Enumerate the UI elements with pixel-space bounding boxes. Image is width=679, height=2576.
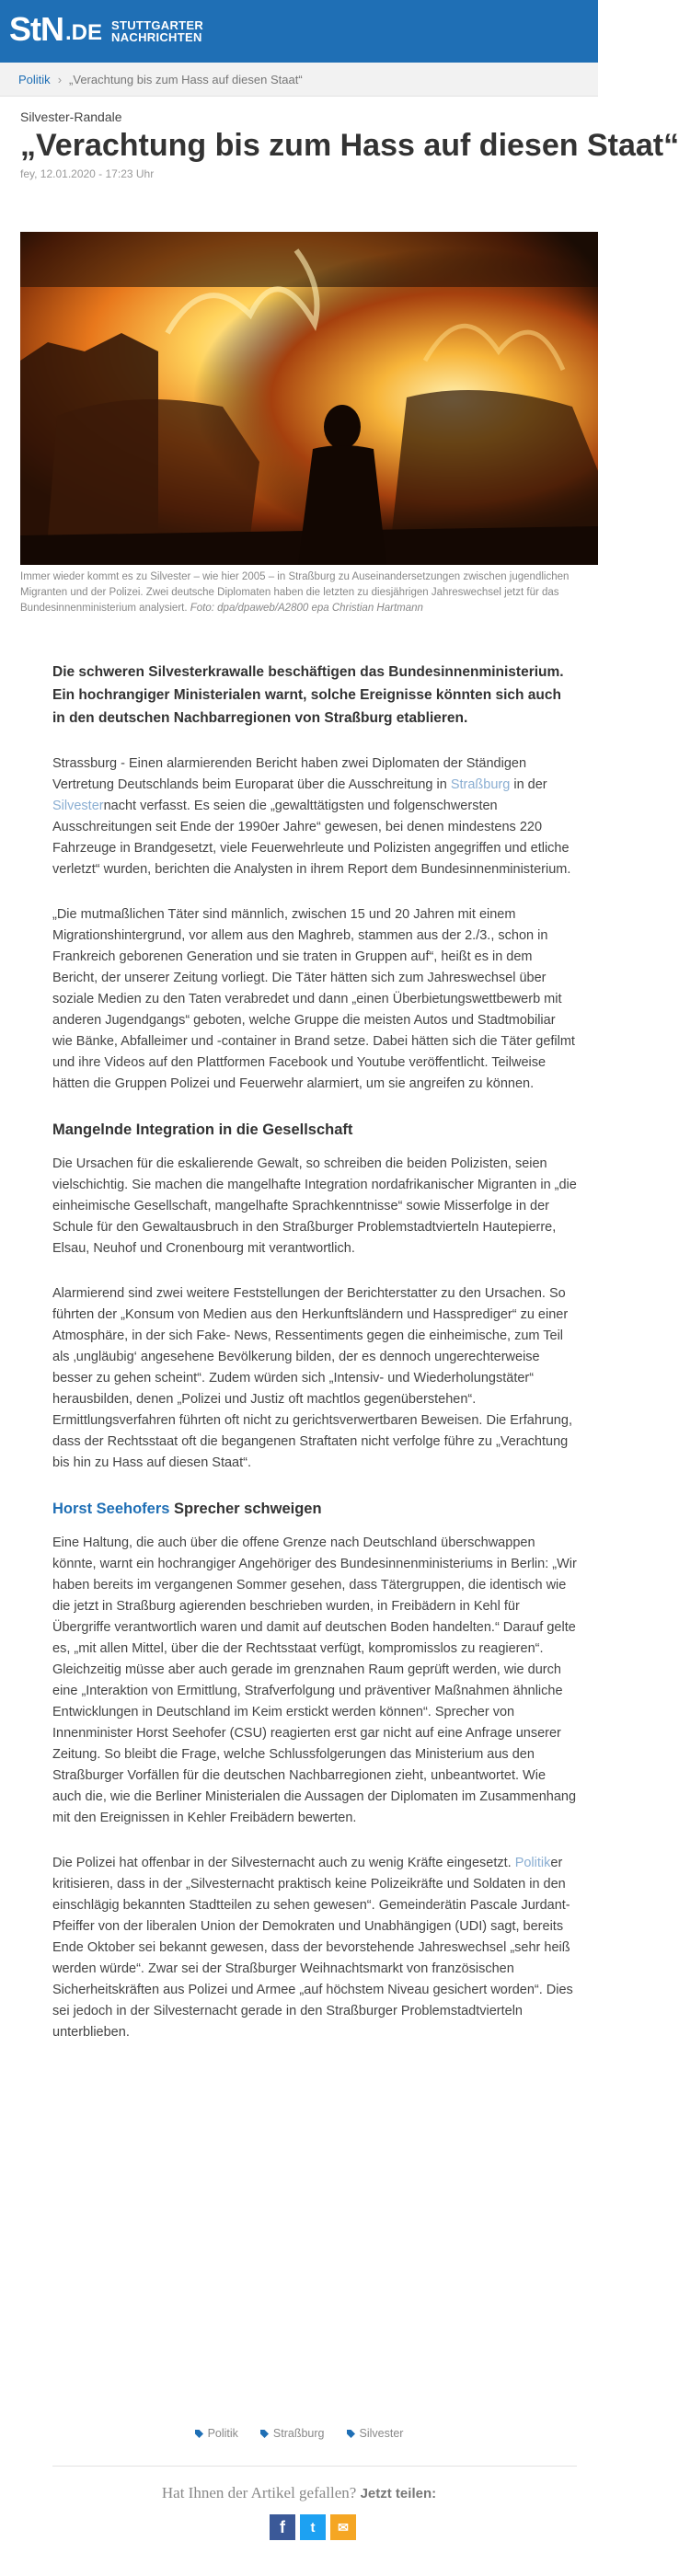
p6-text-b: er kritisieren, dass in der „Silvesternacht praktisch keine Polizeikräfte und Soldaten in den einschlägig bekannten Stadtteilen zu sehen gewesen“. Gemeinderätin Pascale Jurdant-Pfeiffer von der liberalen Union der Demokraten und Unabhängigen (UDI) sagt, bereits Ende Oktober sei bekannt gewesen, dass der bevorstehende Jahreswechsel „sehr heiß werden würde“. Zwar sei der Straßburger Weihnachtsmarkt von französischen Sicherheitskräften aus Polizei und Armee „auf höchstem Niveau gesichert worden“. Dies sei jedoch in der Silvesternacht gerade in den Straßburger Problemstadtvierteln unterblieben. [52,1856,573,2040]
article-subheading-1: Mangelnde Integration in die Gesellschaft [52,1121,353,1138]
link-politik[interactable]: Politik [514,1856,551,1870]
article-lead: Die schweren Silvesterkrawalle beschäftigen das Bundesinnenministerium. Ein hochrangiger Ministerialen warnt, solche Ereignisse könnten sich auch in den deutschen Nachbarregionen von Straßburg etablieren. [52,664,564,726]
breadcrumb-current: „Verachtung bis zum Hass auf diesen Staat“ [69,72,303,86]
article-tags [0,2427,598,2440]
article-paragraph-6 [52,1853,577,2043]
tag-icon [347,2430,355,2438]
tag-label: Silvester [359,2427,404,2440]
logo-sub-line1: STUTTGARTER [111,18,204,32]
chevron-right-icon: › [57,72,63,86]
breadcrumb [0,63,598,97]
facebook-icon[interactable]: f [270,2514,295,2540]
divider [52,2466,577,2467]
logo-domain: .DE [65,20,103,45]
tag-icon [260,2430,269,2438]
tag-silvester[interactable] [347,2427,404,2440]
logo-sub-line2: NACHRICHTEN [111,30,202,44]
p1-text-a: Strassburg - Einen alarmierenden Bericht haben zwei Diplomaten der Ständigen Vertretung Deutschlands beim Europarat über die Ausschreitung in [52,756,527,792]
logo-subtitle [111,19,203,43]
link-silvester[interactable]: Silvester [52,799,104,813]
article-paragraph-3: Die Ursachen für die eskalierende Gewalt, so schreiben die beiden Polizisten, seien vielschichtig. Sie machen die mangelhafte Integration nordafrikanischer Migranten in „die einheimische Gesellschaft, mangelhafte Sprachkenntnisse“ sowie Misserfolge in der Schule für den Gewaltausbruch in den Straßburger Problemstadtvierteln Hautepierre, Elsau, Neuhof und Cronenbourg mit verantwortlich. [52,1156,577,1256]
article-kicker: Silvester-Randale [20,109,122,124]
mail-icon[interactable]: ✉ [330,2514,356,2540]
caption-text: Immer wieder kommt es zu Silvester – wie hier 2005 – in Straßburg zu Auseinandersetzungen zwischen jugendlichen Migranten und der Polizei. Zwei deutsche Diplomaten haben die letzten zu diesjährigen Jahreswechsel jetzt für das Bundesinnenministerium analysiert. [20,571,570,614]
share-cta-text: Jetzt teilen [360,2486,432,2501]
article-paragraph-4: Alarmierend sind zwei weitere Feststellungen der Berichterstatter zu den Ursachen. So führten der „Konsum von Medien aus den Herkunftsländern und Hassprediger“ zu einer Atmosphäre, in der sich Fake- News, Ressentiments gegen die einheimische, zum Teil als ‚ungläubig‘ angesehene Bevölkerung bilden, der es dennoch ungerechterweise besser zu gehen scheint“. Zudem würden sich „Intensiv- und Wiederholungstäter“ herausbilden, denen „Polizei und Justiz oft machtlos gegenüberstehen“. Ermittlungsverfahren führten oft nicht zu gerichtsverwertbaren Beweisen. Die Erfahrung, dass der Rechtsstaat oft die begangenen Straftaten nicht verfolge führe zu „Verachtung bis hin zu Hass auf diesen Staat“. [52,1286,572,1470]
logo-main: StN [9,10,63,48]
share-prompt [0,2484,598,2502]
link-horst-seehofer[interactable]: Horst Seehofers [52,1501,170,1517]
tag-strassburg[interactable] [260,2427,325,2440]
article-date: fey, 12.01.2020 - 17:23 Uhr [20,167,155,180]
subheading-2-rest: Sprecher schweigen [169,1501,322,1517]
share-cta [361,2486,437,2501]
tag-label: Politik [207,2427,238,2440]
article-paragraph-5: Eine Haltung, die auch über die offene Grenze nach Deutschland überschwappen könnte, warnt ein hochrangiger Angehöriger des Bundesinnenministeriums in Berlin: „Wir haben bereits im vergangenen Sommer gesehen, dass Tätergruppen, die identisch wie die jetzt in Straßburg agierenden beschrieben wurden, in Freibädern in Kehl für Übergriffe verantwortlich waren und damit auf deutschen Boden handelten.“ Darauf gelte es, „mit allen Mittel, über die der Rechtsstaat verfügt, kompromisslos zu reagieren“. Gleichzeitig müsse aber auch gerade im grenznahen Raum geprüft werden, wie durch eine „Interaktion von Ermittlung, Strafverfolgung und präventiver Maßnahmen ähnliche Entwicklungen in Deutschland im Keim erstickt werden können“. Sprecher von Innenminister Horst Seehofer (CSU) reagierten erst gar nicht auf eine Anfrage unserer Zeitung. So bleibt die Frage, welche Schlussfolgerungen das Ministerium aus den Straßburger Vorfällen für die deutschen Nachbarregionen zieht, unbeantwortet. Wie auch die, wie die Berliner Ministerialen die Aussagen der Diplomaten im Zusammenhang mit den Ereignissen in Kehler Freibädern bewerten. [52,1535,577,1825]
tag-label: Straßburg [272,2427,325,2440]
photo-credit: Foto: dpa/dpaweb/A2800 epa Christian Hartmann [190,603,423,614]
link-strassburg[interactable]: Straßburg [450,777,511,792]
article-subheading-2 [52,1498,577,1520]
p1-text-b: in der [510,777,547,792]
article-header [0,109,679,180]
breadcrumb-section-link[interactable]: Politik [18,72,51,86]
share-cta-suffix: : [432,2486,437,2501]
share-question: Hat Ihnen der Artikel gefallen? [161,2484,357,2501]
article-paragraph-1 [52,753,577,880]
share-buttons [270,2514,356,2540]
p6-text-a: Die Polizei hat offenbar in der Silvesternacht auch zu wenig Kräfte eingesetzt. [52,1856,515,1870]
image-caption [20,569,580,616]
tag-politik[interactable] [195,2427,238,2440]
p1-text-c: nacht verfasst. Es seien die „gewalttätigsten und folgenschwersten Ausschreitungen seit Ende der 1990er Jahre“ gewesen, bei denen mindestens 220 Fahrzeuge in Brandgesetzt, viele Feuerwehrleute und Polizisten angegriffen und etliche verletzt“ wurden, berichten die Analysten in ihrem Report dem Bundesinnenministerium. [52,799,571,877]
article-body [52,661,577,2043]
tag-icon [195,2430,203,2438]
twitter-icon[interactable]: t [300,2514,326,2540]
site-logo[interactable] [9,10,204,48]
page-title: „Verachtung bis zum Hass auf diesen Staat“ [20,128,679,163]
hero-image [20,232,598,565]
burning-cars-photo [20,232,598,565]
article-paragraph-2: „Die mutmaßlichen Täter sind männlich, zwischen 15 und 20 Jahren mit einem Migrationshintergrund, vor allem aus den Maghreb, stammen aus der 2./3., schon in Frankreich geborenen Generation und sie traten in Gruppen auf“, heißt es in dem Bericht, der unserer Zeitung vorliegt. Die Täter hätten sich zum Jahreswechsel über soziale Medien zu den Taten verabredet und dann „einen Überbietungswettbewerb mit anderen Jugendgangs“ geboten, welche Gruppe die meisten Autos und Stadtmobiliar wie Bänke, Abfalleimer und -container in Brand setze. Dabei hätten sich die Täter gefilmt und ihre Videos auf den Plattformen Facebook und Youtube veröffentlicht. Teilweise hätten die Gruppen Polizei und Feuerwehr alarmiert, um sie angreifen zu können. [52,907,575,1091]
site-header [0,0,598,63]
